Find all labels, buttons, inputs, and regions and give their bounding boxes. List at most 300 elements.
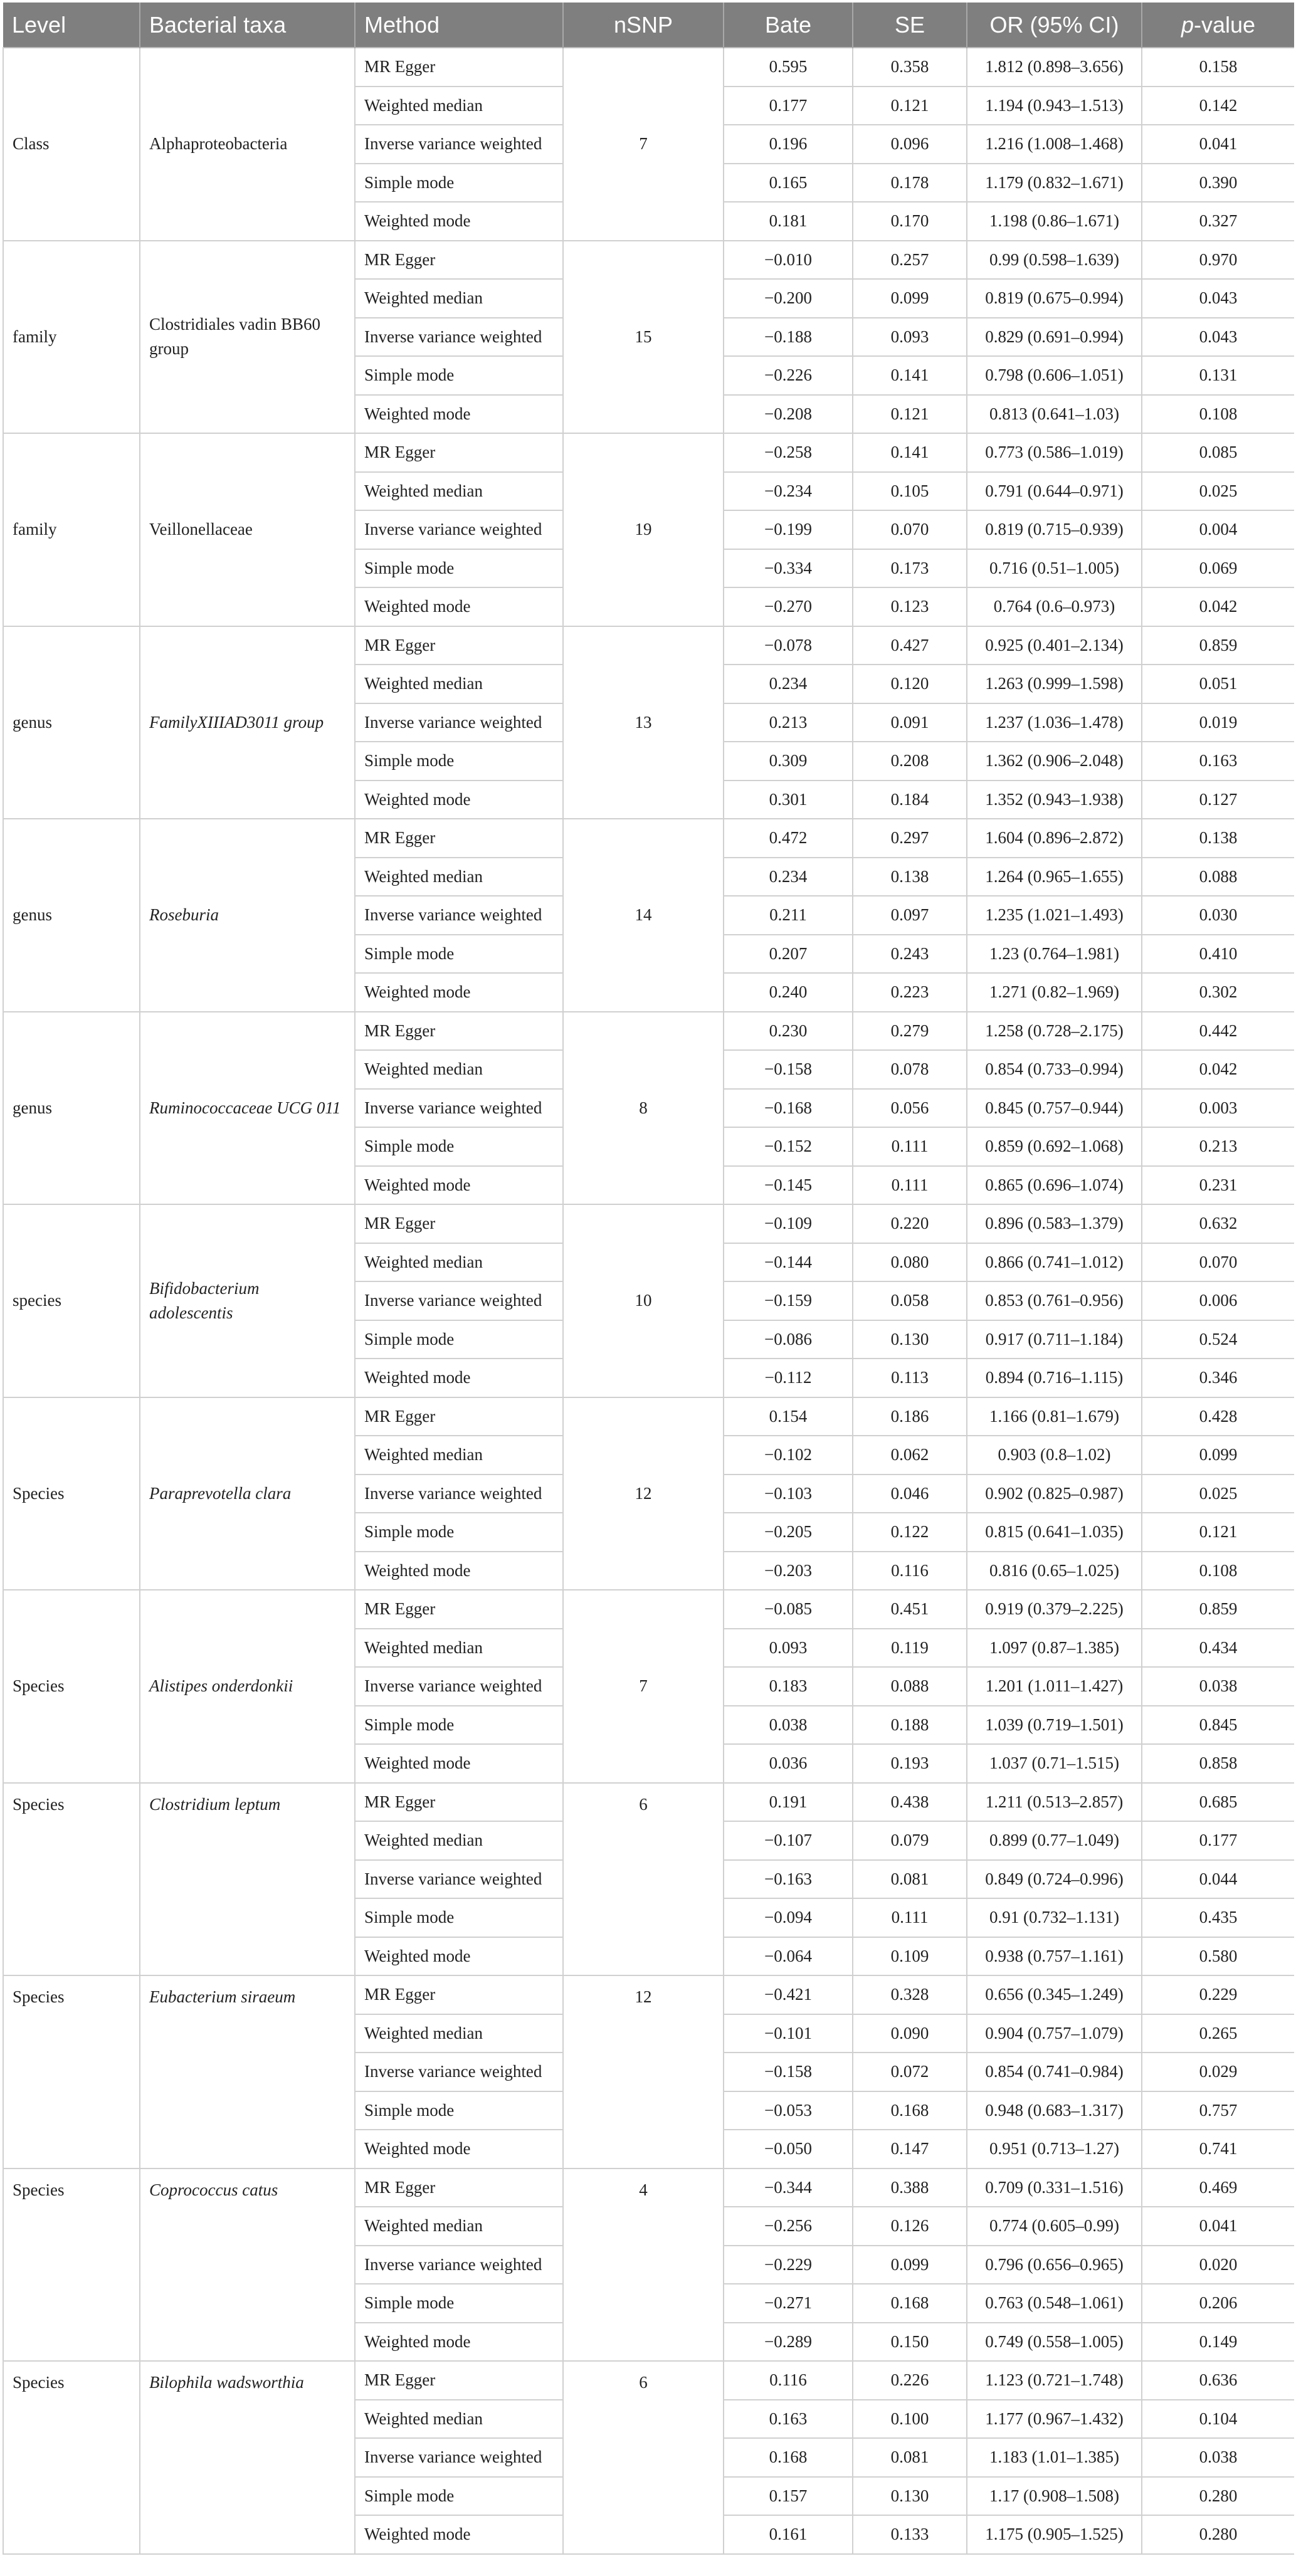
cell-beta: 0.181 [724,202,853,241]
cell-p-value: 0.038 [1142,1667,1294,1706]
header-se: SE [853,3,967,48]
cell-p-value: 0.524 [1142,1320,1294,1359]
cell-or-ci: 1.17 (0.908–1.508) [967,2477,1142,2516]
cell-se: 0.096 [853,125,967,164]
cell-method: Weighted mode [355,1937,563,1976]
cell-beta: −0.158 [724,1050,853,1089]
cell-level: Species [3,2169,140,2362]
cell-beta: −0.208 [724,395,853,434]
cell-method: Simple mode [355,935,563,974]
cell-p-value: 0.038 [1142,2438,1294,2477]
cell-or-ci: 0.849 (0.724–0.996) [967,1860,1142,1899]
cell-p-value: 0.121 [1142,1513,1294,1552]
cell-method: Simple mode [355,2284,563,2323]
table-row [3,241,1294,280]
header-row [3,3,1294,48]
cell-or-ci: 0.917 (0.711–1.184) [967,1320,1142,1359]
cell-se: 0.208 [853,742,967,781]
cell-se: 0.093 [853,318,967,357]
cell-method: MR Egger [355,626,563,665]
cell-p-value: 0.051 [1142,665,1294,703]
cell-method: Simple mode [355,356,563,395]
cell-beta: 0.093 [724,1629,853,1668]
cell-method: Weighted mode [355,1166,563,1205]
cell-p-value: 0.685 [1142,1783,1294,1822]
cell-se: 0.184 [853,781,967,819]
cell-bacterial-taxon: FamilyXIIIAD3011 group [140,626,355,819]
cell-or-ci: 0.764 (0.6–0.973) [967,587,1142,626]
cell-method: MR Egger [355,241,563,280]
cell-method: Simple mode [355,2091,563,2130]
cell-se: 0.220 [853,1204,967,1243]
cell-or-ci: 1.097 (0.87–1.385) [967,1629,1142,1668]
cell-or-ci: 0.819 (0.675–0.994) [967,279,1142,318]
cell-p-value: 0.006 [1142,1281,1294,1320]
cell-se: 0.046 [853,1475,967,1513]
cell-se: 0.111 [853,1898,967,1937]
cell-method: MR Egger [355,1012,563,1051]
cell-or-ci: 0.91 (0.732–1.131) [967,1898,1142,1937]
cell-beta: −0.203 [724,1552,853,1590]
cell-or-ci: 0.763 (0.548–1.061) [967,2284,1142,2323]
cell-method: Weighted mode [355,395,563,434]
cell-bacterial-taxon: Bifidobacterium adolescentis [140,1204,355,1397]
cell-se: 0.090 [853,2014,967,2053]
cell-beta: 0.230 [724,1012,853,1051]
cell-or-ci: 0.899 (0.77–1.049) [967,1821,1142,1860]
cell-or-ci: 1.271 (0.82–1.969) [967,973,1142,1012]
cell-or-ci: 0.815 (0.641–1.035) [967,1513,1142,1552]
cell-or-ci: 0.951 (0.713–1.27) [967,2130,1142,2169]
cell-or-ci: 1.177 (0.967–1.432) [967,2400,1142,2439]
cell-se: 0.438 [853,1783,967,1822]
cell-or-ci: 0.948 (0.683–1.317) [967,2091,1142,2130]
cell-beta: −0.199 [724,510,853,549]
cell-method: Weighted mode [355,587,563,626]
cell-method: Weighted median [355,2014,563,2053]
cell-or-ci: 0.919 (0.379–2.225) [967,1590,1142,1629]
header-or-ci: OR (95% CI) [967,3,1142,48]
cell-beta: −0.158 [724,2053,853,2091]
cell-beta: 0.234 [724,665,853,703]
cell-method: Simple mode [355,742,563,781]
cell-p-value: 0.069 [1142,549,1294,588]
cell-beta: 0.213 [724,703,853,742]
cell-nsnp: 10 [563,1204,724,1397]
cell-or-ci: 0.894 (0.716–1.115) [967,1359,1142,1397]
cell-level: Species [3,1975,140,2169]
cell-or-ci: 1.037 (0.71–1.515) [967,1744,1142,1783]
cell-beta: −0.188 [724,318,853,357]
cell-beta: −0.085 [724,1590,853,1629]
table-row [3,1590,1294,1629]
cell-se: 0.121 [853,395,967,434]
cell-p-value: 0.346 [1142,1359,1294,1397]
cell-method: Inverse variance weighted [355,510,563,549]
cell-beta: −0.234 [724,472,853,511]
cell-p-value: 0.757 [1142,2091,1294,2130]
cell-or-ci: 0.816 (0.65–1.025) [967,1552,1142,1590]
cell-or-ci: 1.23 (0.764–1.981) [967,935,1142,974]
header-nsnp: nSNP [563,3,724,48]
cell-or-ci: 1.123 (0.721–1.748) [967,2361,1142,2400]
cell-or-ci: 1.179 (0.832–1.671) [967,164,1142,202]
cell-method: Weighted median [355,858,563,896]
cell-method: Weighted mode [355,973,563,1012]
cell-se: 0.056 [853,1089,967,1128]
cell-beta: 0.191 [724,1783,853,1822]
cell-beta: −0.270 [724,587,853,626]
cell-or-ci: 1.194 (0.943–1.513) [967,87,1142,125]
cell-se: 0.223 [853,973,967,1012]
cell-or-ci: 0.902 (0.825–0.987) [967,1475,1142,1513]
cell-method: MR Egger [355,48,563,87]
cell-beta: −0.144 [724,1243,853,1282]
cell-or-ci: 1.362 (0.906–2.048) [967,742,1142,781]
cell-bacterial-taxon: Paraprevotella clara [140,1397,355,1590]
cell-method: MR Egger [355,433,563,472]
cell-se: 0.170 [853,202,967,241]
cell-p-value: 0.029 [1142,2053,1294,2091]
cell-se: 0.116 [853,1552,967,1590]
cell-or-ci: 0.773 (0.586–1.019) [967,433,1142,472]
cell-se: 0.105 [853,472,967,511]
cell-level: genus [3,819,140,1012]
cell-p-value: 0.044 [1142,1860,1294,1899]
header-level: Level [3,3,140,48]
table-row [3,433,1294,472]
cell-method: Weighted mode [355,202,563,241]
cell-p-value: 0.632 [1142,1204,1294,1243]
cell-beta: −0.226 [724,356,853,395]
table-row [3,626,1294,665]
cell-se: 0.147 [853,2130,967,2169]
cell-beta: −0.078 [724,626,853,665]
cell-se: 0.072 [853,2053,967,2091]
cell-p-value: 0.435 [1142,1898,1294,1937]
cell-level: Species [3,1590,140,1783]
cell-beta: −0.101 [724,2014,853,2053]
cell-level: species [3,1204,140,1397]
cell-nsnp: 6 [563,1783,724,1976]
cell-level: family [3,241,140,434]
cell-bacterial-taxon: Alistipes onderdonkii [140,1590,355,1783]
cell-p-value: 0.025 [1142,472,1294,511]
cell-se: 0.138 [853,858,967,896]
cell-se: 0.081 [853,2438,967,2477]
cell-p-value: 0.177 [1142,1821,1294,1860]
header-beta: Bate [724,3,853,48]
cell-p-value: 0.280 [1142,2515,1294,2554]
cell-se: 0.078 [853,1050,967,1089]
cell-beta: 0.234 [724,858,853,896]
cell-se: 0.193 [853,1744,967,1783]
cell-beta: 0.472 [724,819,853,858]
cell-or-ci: 1.235 (1.021–1.493) [967,896,1142,935]
cell-beta: −0.010 [724,241,853,280]
cell-bacterial-taxon: Bilophila wadsworthia [140,2361,355,2554]
cell-or-ci: 0.791 (0.644–0.971) [967,472,1142,511]
cell-bacterial-taxon: Roseburia [140,819,355,1012]
cell-method: Inverse variance weighted [355,1281,563,1320]
cell-nsnp: 12 [563,1397,724,1590]
cell-se: 0.100 [853,2400,967,2439]
cell-beta: −0.168 [724,1089,853,1128]
cell-beta: −0.112 [724,1359,853,1397]
cell-se: 0.178 [853,164,967,202]
cell-nsnp: 6 [563,2361,724,2554]
cell-beta: −0.152 [724,1127,853,1166]
cell-p-value: 0.741 [1142,2130,1294,2169]
cell-beta: −0.163 [724,1860,853,1899]
cell-bacterial-taxon: Coprococcus catus [140,2169,355,2362]
cell-or-ci: 1.039 (0.719–1.501) [967,1706,1142,1745]
cell-method: MR Egger [355,1397,563,1436]
cell-level: Species [3,2361,140,2554]
cell-method: Simple mode [355,1513,563,1552]
cell-method: Weighted mode [355,1359,563,1397]
cell-se: 0.088 [853,1667,967,1706]
cell-se: 0.113 [853,1359,967,1397]
cell-method: MR Egger [355,1204,563,1243]
cell-or-ci: 0.774 (0.605–0.99) [967,2207,1142,2246]
cell-or-ci: 0.819 (0.715–0.939) [967,510,1142,549]
cell-or-ci: 0.716 (0.51–1.005) [967,549,1142,588]
cell-method: Weighted mode [355,781,563,819]
cell-or-ci: 1.604 (0.896–2.872) [967,819,1142,858]
cell-p-value: 0.020 [1142,2246,1294,2284]
cell-beta: 0.038 [724,1706,853,1745]
table-header [3,3,1294,48]
table-body [3,48,1294,2554]
cell-se: 0.097 [853,896,967,935]
cell-se: 0.058 [853,1281,967,1320]
cell-or-ci: 0.896 (0.583–1.379) [967,1204,1142,1243]
cell-bacterial-taxon: Ruminococcaceae UCG 011 [140,1012,355,1205]
cell-or-ci: 1.352 (0.943–1.938) [967,781,1142,819]
cell-p-value: 0.280 [1142,2477,1294,2516]
cell-method: Weighted median [355,665,563,703]
cell-beta: −0.229 [724,2246,853,2284]
cell-p-value: 0.138 [1142,819,1294,858]
cell-method: Simple mode [355,549,563,588]
cell-beta: −0.102 [724,1436,853,1475]
cell-p-value: 0.213 [1142,1127,1294,1166]
cell-beta: −0.258 [724,433,853,472]
cell-p-value: 0.229 [1142,1975,1294,2014]
cell-beta: −0.334 [724,549,853,588]
mr-results-table [3,3,1294,2555]
cell-beta: −0.344 [724,2169,853,2207]
cell-method: Weighted median [355,2207,563,2246]
cell-method: Weighted median [355,87,563,125]
cell-se: 0.133 [853,2515,967,2554]
cell-method: Weighted median [355,2400,563,2439]
cell-method: MR Egger [355,1783,563,1822]
cell-se: 0.141 [853,356,967,395]
cell-or-ci: 0.829 (0.691–0.994) [967,318,1142,357]
cell-nsnp: 7 [563,48,724,241]
cell-se: 0.186 [853,1397,967,1436]
cell-se: 0.070 [853,510,967,549]
cell-beta: 0.309 [724,742,853,781]
cell-method: MR Egger [355,1975,563,2014]
cell-method: Weighted median [355,279,563,318]
cell-se: 0.427 [853,626,967,665]
cell-p-value: 0.970 [1142,241,1294,280]
cell-p-value: 0.070 [1142,1243,1294,1282]
cell-p-value: 0.158 [1142,48,1294,87]
cell-p-value: 0.231 [1142,1166,1294,1205]
cell-p-value: 0.859 [1142,1590,1294,1629]
cell-method: Weighted median [355,1050,563,1089]
cell-level: Species [3,1397,140,1590]
cell-beta: 0.168 [724,2438,853,2477]
cell-nsnp: 14 [563,819,724,1012]
cell-beta: 0.595 [724,48,853,87]
header-p-value [1142,3,1294,48]
cell-nsnp: 13 [563,626,724,819]
cell-nsnp: 12 [563,1975,724,2169]
cell-beta: 0.165 [724,164,853,202]
cell-or-ci: 0.853 (0.761–0.956) [967,1281,1142,1320]
cell-se: 0.188 [853,1706,967,1745]
cell-p-value: 0.859 [1142,626,1294,665]
cell-bacterial-taxon: Eubacterium siraeum [140,1975,355,2169]
cell-level: genus [3,626,140,819]
cell-p-value: 0.302 [1142,973,1294,1012]
cell-or-ci: 0.798 (0.606–1.051) [967,356,1142,395]
cell-or-ci: 1.166 (0.81–1.679) [967,1397,1142,1436]
cell-or-ci: 1.812 (0.898–3.656) [967,48,1142,87]
cell-method: Simple mode [355,1127,563,1166]
cell-or-ci: 0.903 (0.8–1.02) [967,1436,1142,1475]
cell-se: 0.451 [853,1590,967,1629]
cell-method: Simple mode [355,164,563,202]
cell-or-ci: 0.865 (0.696–1.074) [967,1166,1142,1205]
cell-se: 0.062 [853,1436,967,1475]
cell-p-value: 0.043 [1142,318,1294,357]
cell-beta: −0.103 [724,1475,853,1513]
cell-se: 0.126 [853,2207,967,2246]
table-row [3,1397,1294,1436]
cell-or-ci: 1.201 (1.011–1.427) [967,1667,1142,1706]
cell-beta: 0.154 [724,1397,853,1436]
cell-p-value: 0.327 [1142,202,1294,241]
cell-p-value: 0.434 [1142,1629,1294,1668]
cell-p-value: 0.149 [1142,2323,1294,2362]
cell-beta: −0.107 [724,1821,853,1860]
cell-level: Species [3,1783,140,1976]
cell-beta: −0.421 [724,1975,853,2014]
cell-p-value: 0.163 [1142,742,1294,781]
cell-p-value: 0.088 [1142,858,1294,896]
cell-or-ci: 0.845 (0.757–0.944) [967,1089,1142,1128]
cell-se: 0.358 [853,48,967,87]
cell-se: 0.111 [853,1127,967,1166]
cell-level: genus [3,1012,140,1205]
cell-method: Weighted median [355,1243,563,1282]
cell-p-value: 0.845 [1142,1706,1294,1745]
cell-se: 0.173 [853,549,967,588]
cell-bacterial-taxon: Veillonellaceae [140,433,355,626]
cell-or-ci: 1.237 (1.036–1.478) [967,703,1142,742]
cell-p-value: 0.580 [1142,1937,1294,1976]
cell-p-value: 0.142 [1142,87,1294,125]
cell-method: Weighted median [355,472,563,511]
cell-beta: −0.200 [724,279,853,318]
cell-p-value: 0.004 [1142,510,1294,549]
cell-p-value: 0.206 [1142,2284,1294,2323]
cell-method: Weighted mode [355,1744,563,1783]
cell-or-ci: 1.264 (0.965–1.655) [967,858,1142,896]
cell-method: Simple mode [355,1706,563,1745]
cell-or-ci: 1.211 (0.513–2.857) [967,1783,1142,1822]
header-p-italic: p [1181,11,1194,38]
cell-se: 0.081 [853,1860,967,1899]
cell-beta: −0.145 [724,1166,853,1205]
cell-se: 0.099 [853,2246,967,2284]
cell-p-value: 0.030 [1142,896,1294,935]
cell-beta: 0.301 [724,781,853,819]
table-row [3,2361,1294,2400]
cell-se: 0.121 [853,87,967,125]
cell-bacterial-taxon: Alphaproteobacteria [140,48,355,241]
cell-beta: 0.157 [724,2477,853,2516]
cell-bacterial-taxon: Clostridium leptum [140,1783,355,1976]
cell-method: Inverse variance weighted [355,1089,563,1128]
cell-se: 0.257 [853,241,967,280]
cell-or-ci: 0.859 (0.692–1.068) [967,1127,1142,1166]
cell-or-ci: 1.216 (1.008–1.468) [967,125,1142,164]
cell-nsnp: 8 [563,1012,724,1205]
cell-bacterial-taxon: Clostridiales vadin BB60 group [140,241,355,434]
cell-level: Class [3,48,140,241]
cell-p-value: 0.043 [1142,279,1294,318]
cell-method: Weighted median [355,1821,563,1860]
header-bacterial-taxa: Bacterial taxa [140,3,355,48]
cell-method: Inverse variance weighted [355,2246,563,2284]
cell-method: Weighted median [355,1436,563,1475]
cell-or-ci: 0.813 (0.641–1.03) [967,395,1142,434]
cell-se: 0.122 [853,1513,967,1552]
cell-or-ci: 0.796 (0.656–0.965) [967,2246,1142,2284]
cell-method: Weighted median [355,1629,563,1668]
cell-method: MR Egger [355,819,563,858]
cell-nsnp: 19 [563,433,724,626]
cell-or-ci: 1.183 (1.01–1.385) [967,2438,1142,2477]
cell-p-value: 0.099 [1142,1436,1294,1475]
cell-method: MR Egger [355,2169,563,2207]
cell-or-ci: 0.656 (0.345–1.249) [967,1975,1142,2014]
cell-p-value: 0.428 [1142,1397,1294,1436]
cell-method: Weighted mode [355,2130,563,2169]
cell-method: MR Egger [355,2361,563,2400]
cell-beta: 0.161 [724,2515,853,2554]
cell-or-ci: 1.198 (0.86–1.671) [967,202,1142,241]
cell-beta: 0.116 [724,2361,853,2400]
cell-se: 0.243 [853,935,967,974]
cell-method: Inverse variance weighted [355,125,563,164]
cell-method: Inverse variance weighted [355,1860,563,1899]
cell-beta: −0.086 [724,1320,853,1359]
cell-beta: −0.271 [724,2284,853,2323]
cell-se: 0.150 [853,2323,967,2362]
cell-p-value: 0.108 [1142,395,1294,434]
cell-se: 0.091 [853,703,967,742]
cell-beta: −0.289 [724,2323,853,2362]
cell-method: Inverse variance weighted [355,703,563,742]
